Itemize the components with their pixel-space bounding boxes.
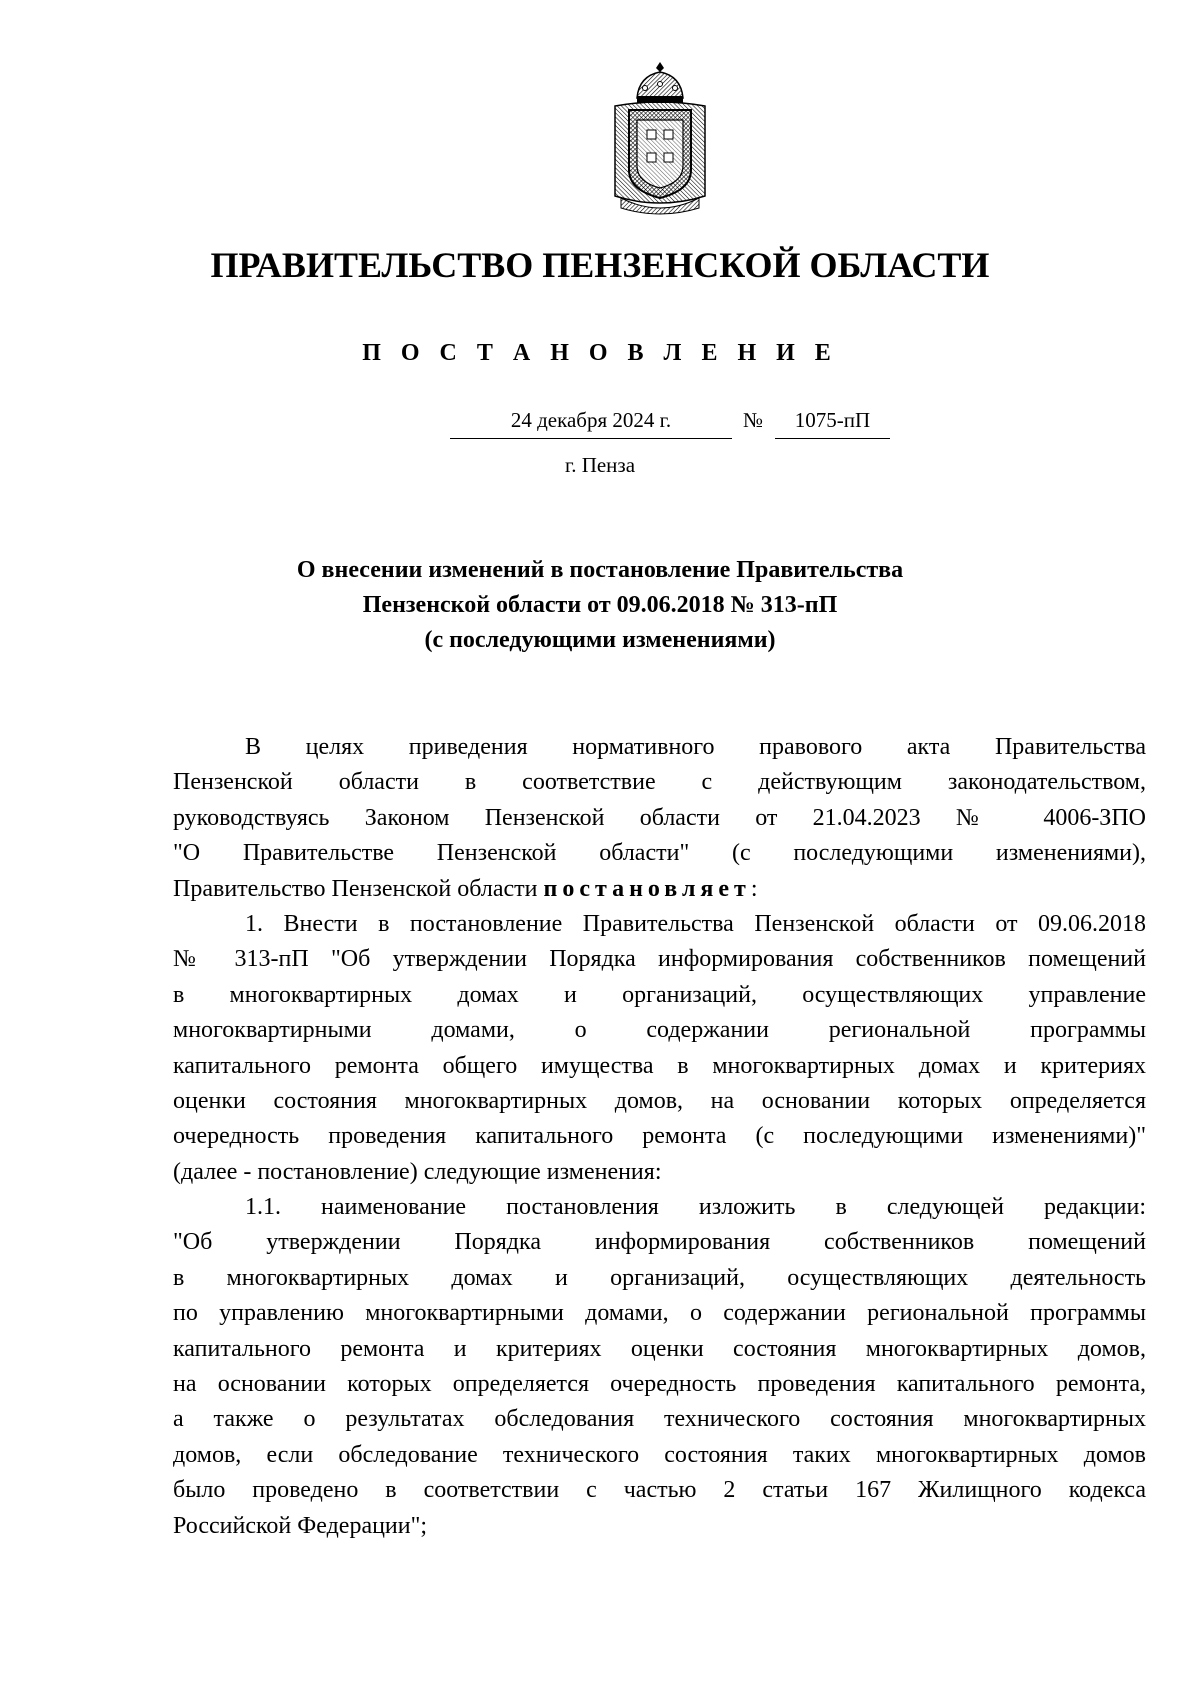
document-body xyxy=(173,730,1146,1544)
body-line: "О Правительстве Пензенской области" (с последующими изменениями), xyxy=(173,840,1146,867)
body-line: домов, если обследование технического состояния таких многоквартирных домов xyxy=(173,1441,1146,1468)
body-line: Пензенской области в соответствие с действующим законодательством, xyxy=(173,769,1146,796)
body-line: Российской Федерации"; xyxy=(173,1512,428,1539)
operative-word: постановляет xyxy=(543,875,751,902)
document-subject xyxy=(0,553,1200,658)
body-line: капитального ремонта общего имущества в многоквартирных домах и критериях xyxy=(173,1052,1146,1079)
body-line xyxy=(173,872,1146,907)
document-date: 24 декабря 2024 г. xyxy=(450,406,732,439)
subject-line: Пензенской области от 09.06.2018 № 313-пП xyxy=(362,592,838,618)
date-number-line xyxy=(0,406,1200,440)
body-text: : xyxy=(750,875,758,902)
subject-line: (с последующими изменениями) xyxy=(424,627,776,653)
body-line: 1. Внести в постановление Правительства Пензенской области от 09.06.2018 xyxy=(245,910,1146,937)
body-line: В целях приведения нормативного правового акта Правительства xyxy=(245,734,1146,760)
document-type: П О С Т А Н О В Л Е Н И Е xyxy=(362,340,838,366)
body-line: в многоквартирных домах и организаций, осуществляющих управление xyxy=(173,981,1146,1008)
number-sign: № xyxy=(743,408,764,432)
body-line: (далее - постановление) следующие изменения: xyxy=(173,1158,662,1185)
organization-title: ПРАВИТЕЛЬСТВО ПЕНЗЕНСКОЙ ОБЛАСТИ xyxy=(210,245,990,285)
body-text: Правительство Пензенской области xyxy=(173,875,538,902)
body-line: капитального ремонта и критериях оценки состояния многоквартирных домов, xyxy=(173,1335,1146,1362)
body-line: по управлению многоквартирными домами, о содержании региональной программы xyxy=(173,1300,1146,1327)
city: г. Пенза xyxy=(564,453,636,477)
body-line: 1.1. наименование постановления изложить в следующей редакции: xyxy=(245,1194,1146,1221)
body-line: очередность проведения капитального ремонта (с последующими изменениями)" xyxy=(173,1123,1146,1150)
body-line: было проведено в соответствии с частью 2 статьи 167 Жилищного кодекса xyxy=(173,1477,1146,1504)
coat-of-arms-emblem xyxy=(607,58,713,218)
body-line: а также о результатах обследования технического состояния многоквартирных xyxy=(173,1406,1146,1433)
body-line: "Об утверждении Порядка информирования собственников помещений xyxy=(173,1229,1146,1256)
body-line: многоквартирными домами, о содержании региональной программы xyxy=(173,1017,1146,1044)
subject-line: О внесении изменений в постановление Правительства xyxy=(296,557,904,583)
document-number: 1075-пП xyxy=(775,406,890,439)
body-line: руководствуясь Законом Пензенской области от 21.04.2023 № 4006-ЗПО xyxy=(173,804,1146,831)
body-line: в многоквартирных домах и организаций, осуществляющих деятельность xyxy=(173,1264,1146,1291)
body-line: на основании которых определяется очередность проведения капитального ремонта, xyxy=(173,1371,1146,1398)
body-line: № 313-пП "Об утверждении Порядка информирования собственников помещений xyxy=(173,946,1146,973)
body-line: оценки состояния многоквартирных домов, на основании которых определяется xyxy=(173,1087,1146,1114)
